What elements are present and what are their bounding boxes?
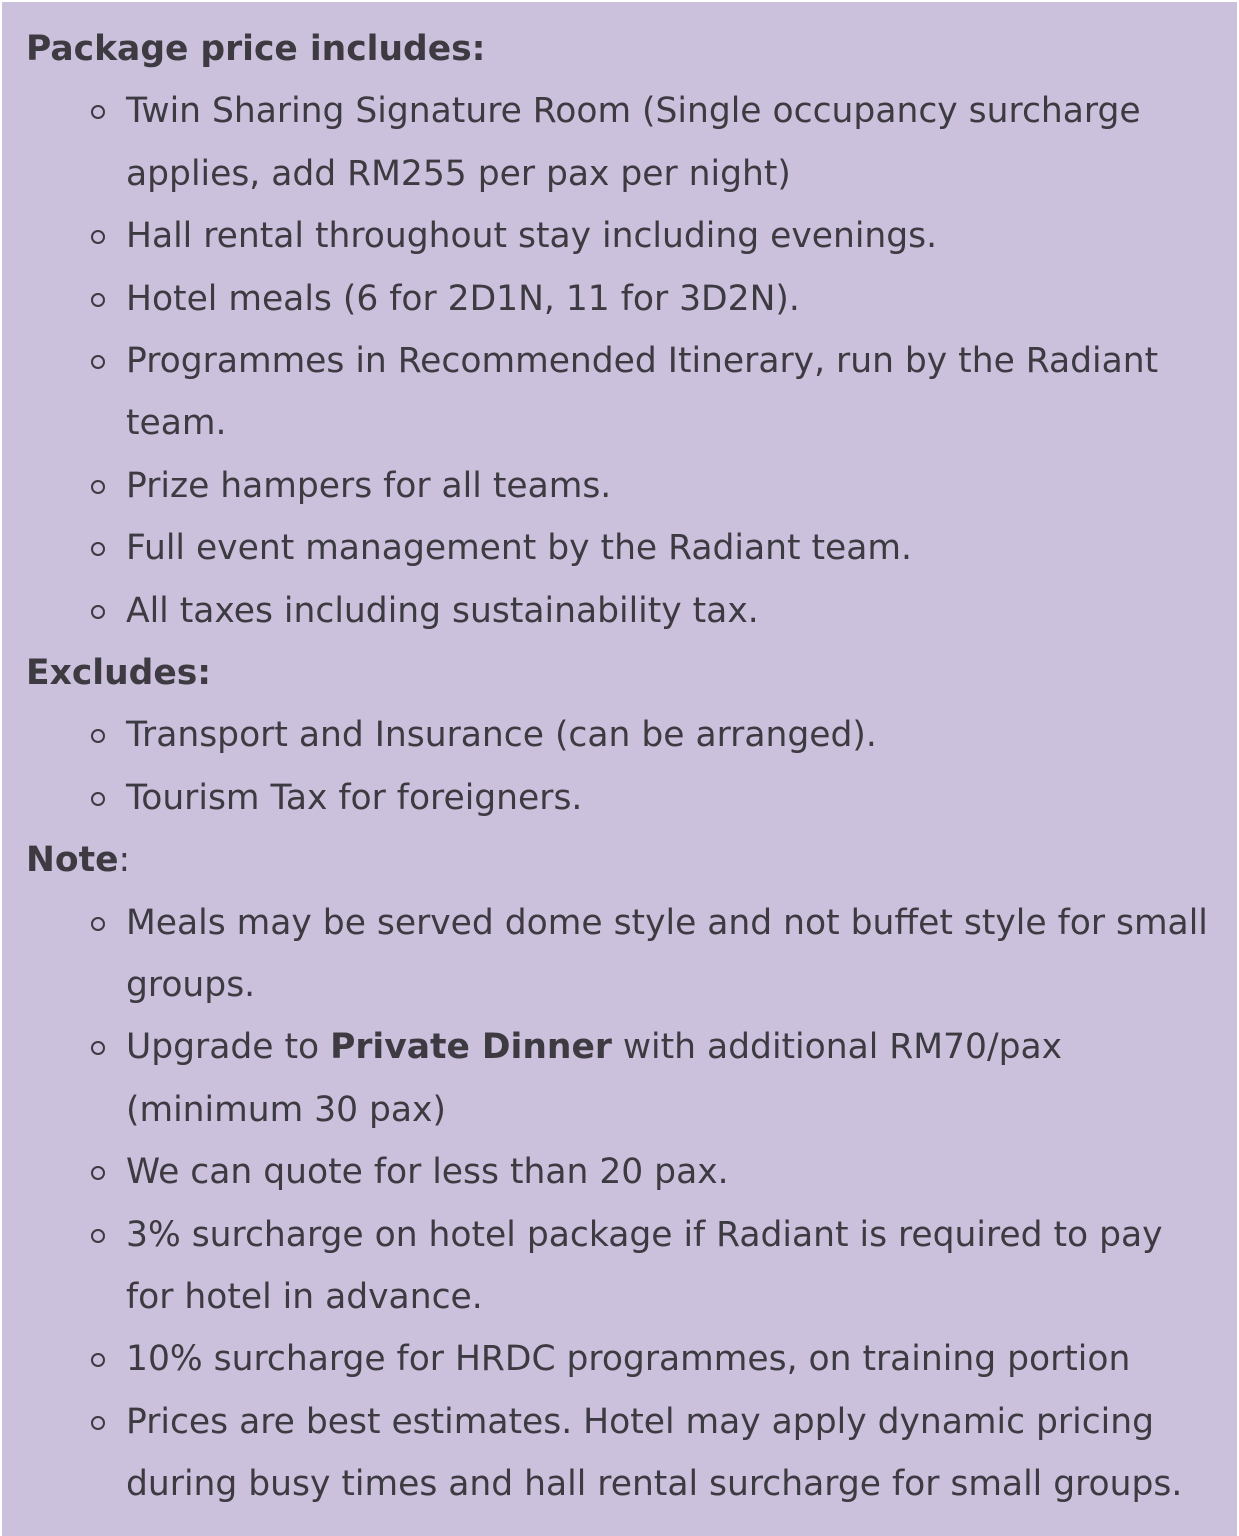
includes-heading: Package price includes: <box>26 29 486 69</box>
list-item: Twin Sharing Signature Room (Single occupancy surcharge applies, add RM255 per pax per night) <box>126 80 1216 205</box>
list-item-upgrade <box>126 1016 1216 1141</box>
note-heading-colon: : <box>118 840 131 881</box>
list-item: All taxes including sustainability tax. <box>126 580 1216 642</box>
list-item: Programmes in Recommended Itinerary, run by the Radiant team. <box>126 330 1216 455</box>
excludes-list <box>26 704 1216 829</box>
note-heading <box>26 829 1237 891</box>
includes-list <box>26 80 1216 642</box>
list-item: Transport and Insurance (can be arranged). <box>126 704 1216 766</box>
list-item: Meals may be served dome style and not buffet style for small groups. <box>126 892 1216 1017</box>
list-item: We can quote for less than 20 pax. <box>126 1141 1216 1203</box>
private-dinner-label: Private Dinner <box>330 1027 612 1068</box>
list-item: Prize hampers for all teams. <box>126 455 1216 517</box>
upgrade-suffix: with additional RM70/pax (minimum 30 pax) <box>126 1027 1063 1130</box>
upgrade-prefix: Upgrade to <box>126 1027 331 1068</box>
list-item: 3% surcharge on hotel package if Radiant is required to pay for hotel in advance. <box>126 1204 1216 1329</box>
list-item: Hall rental throughout stay including evenings. <box>126 205 1216 267</box>
excludes-heading: Excludes: <box>26 653 212 694</box>
note-list <box>26 892 1216 1516</box>
list-item: 10% surcharge for HRDC programmes, on training portion <box>126 1328 1216 1390</box>
list-item: Prices are best estimates. Hotel may apply dynamic pricing during busy times and hall rental surcharge for small groups. <box>126 1391 1216 1516</box>
package-info-panel <box>2 2 1237 1536</box>
list-item: Full event management by the Radiant team. <box>126 517 1216 579</box>
list-item: Hotel meals (6 for 2D1N, 11 for 3D2N). <box>126 268 1216 330</box>
list-item: Tourism Tax for foreigners. <box>126 767 1216 829</box>
note-heading-label: Note <box>26 840 119 881</box>
